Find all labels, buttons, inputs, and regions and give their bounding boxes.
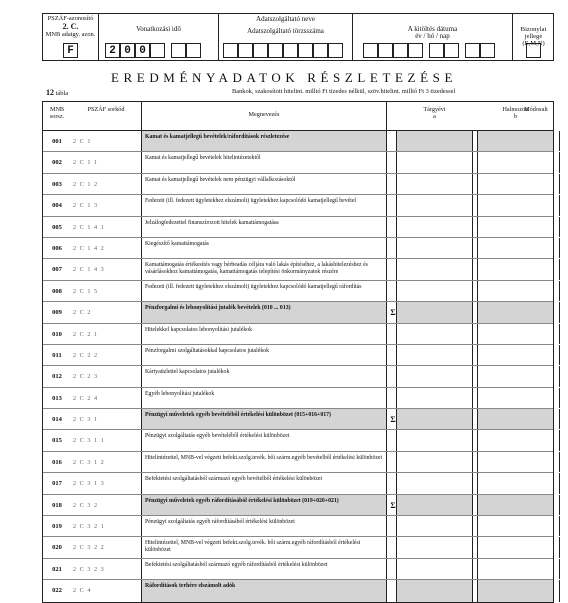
adatszolgaltato-neve: Adatszolgáltató neve xyxy=(256,15,315,23)
targyevi-value-cell[interactable] xyxy=(396,259,473,279)
col-pszaf: PSZÁF sorkód xyxy=(87,106,125,113)
row-number: 009 xyxy=(52,309,62,317)
form-code: 2. C. xyxy=(62,22,79,31)
table-row xyxy=(43,152,553,173)
halmozott-value-cell[interactable] xyxy=(477,195,554,215)
modosult-cell[interactable] xyxy=(559,495,568,515)
modosult-cell[interactable] xyxy=(559,388,568,408)
halmozott-value-cell[interactable] xyxy=(477,259,554,279)
date-box-1 xyxy=(363,43,378,58)
table-row xyxy=(43,580,553,601)
row-code: 2 C 3 2 2 xyxy=(73,544,105,552)
modosult-cell[interactable] xyxy=(559,409,568,429)
targyevi-value-cell[interactable] xyxy=(396,452,473,472)
table-row xyxy=(43,281,553,302)
table-row xyxy=(43,388,553,409)
box-200-6 xyxy=(186,43,201,58)
torzsszam-box-1 xyxy=(223,43,238,58)
halmozott-value-cell[interactable] xyxy=(477,473,554,493)
torzsszam-box-3 xyxy=(253,43,268,58)
modosult-cell[interactable] xyxy=(559,366,568,386)
row-code: 2 C 1 3 xyxy=(73,202,99,210)
targyevi-value-cell[interactable] xyxy=(396,281,473,301)
torzsszam-box-6 xyxy=(298,43,313,58)
modosult-cell[interactable] xyxy=(559,259,568,279)
kitoltes-cell xyxy=(353,14,513,60)
targyevi-value-cell[interactable] xyxy=(396,195,473,215)
row-number: 018 xyxy=(52,501,62,509)
adatszolgaltato-cell xyxy=(219,14,353,60)
row-code: 2 C 3 1 2 xyxy=(73,458,105,466)
halmozott-value-cell[interactable] xyxy=(477,559,554,579)
targyevi-value-cell[interactable] xyxy=(396,131,473,151)
modosult-cell[interactable] xyxy=(559,152,568,172)
row-code: 2 C 2 xyxy=(73,309,92,317)
row-description: Befektetési szolgáltatásból származó egyéb bevételből értékelési különbözet xyxy=(141,473,387,493)
targyevi-value-cell[interactable] xyxy=(396,495,473,515)
halmozott-value-cell[interactable] xyxy=(477,302,554,322)
kitoltes-format: év / hó / nap xyxy=(415,32,450,40)
row-number: 008 xyxy=(52,287,62,295)
bizonylat-box xyxy=(526,43,541,58)
torzsszam-box-7 xyxy=(313,43,328,58)
targyevi-value-cell[interactable] xyxy=(396,537,473,557)
table-id xyxy=(46,88,68,97)
date-box-5 xyxy=(429,43,444,58)
row-number: 002 xyxy=(52,159,62,167)
halmozott-value-cell[interactable] xyxy=(477,217,554,237)
row-code: 2 C 2 1 xyxy=(73,330,99,338)
date-box-7 xyxy=(465,43,480,58)
halmozott-value-cell[interactable] xyxy=(477,430,554,450)
unit-note: Bankok, szakosított hitelint. millió Ft tizedes nélkül, szöv.hitelint. millió Ft 3 tizedessel xyxy=(232,88,456,95)
table-row xyxy=(43,366,553,387)
pszaf-cell xyxy=(43,14,99,60)
row-code: 2 C 3 2 3 xyxy=(73,565,105,573)
row-code: 2 C 1 xyxy=(73,138,92,145)
targyevi-value-cell[interactable] xyxy=(396,238,473,258)
row-description: Pénzügyi szolgáltatás egyéb ráfordításából értékelési különbözet xyxy=(141,516,387,536)
mnb-label: MNB adatgy. azon. xyxy=(45,31,96,38)
row-description: Pénzforgalmi és lebonyolítási jutalék bevételek (010 ... 013) xyxy=(141,302,387,322)
row-number: 010 xyxy=(52,330,62,338)
row-code: 2 C 3 2 xyxy=(73,501,99,509)
halmozott-value-cell[interactable] xyxy=(477,452,554,472)
table-row xyxy=(43,131,553,152)
halmozott-value-cell[interactable] xyxy=(477,366,554,386)
row-description: Pénzügyi műveletek egyéb ráfordításából értékelési különbözet (019+020+021) xyxy=(141,495,387,515)
modosult-cell[interactable] xyxy=(559,281,568,301)
box-200-2: 0 xyxy=(120,43,135,58)
table-row xyxy=(43,302,553,323)
row-description: Kamat és kamatjellegű bevételek nem pénzügyi vállalkozásoktól xyxy=(141,174,387,194)
row-number: 006 xyxy=(52,244,62,252)
row-number: 014 xyxy=(52,416,62,424)
col-mnb: MNB sorsz. xyxy=(49,106,65,120)
row-code: 2 C 1 4 1 xyxy=(73,223,105,231)
row-number: 016 xyxy=(52,458,62,466)
table-word: tábla xyxy=(55,90,69,97)
halmozott-value-cell[interactable] xyxy=(477,238,554,258)
halmozott-value-cell[interactable] xyxy=(477,495,554,515)
date-box-3 xyxy=(393,43,408,58)
row-code: 2 C 2 2 xyxy=(73,351,99,359)
targyevi-value-cell[interactable] xyxy=(396,388,473,408)
row-number: 022 xyxy=(52,587,62,595)
table-row xyxy=(43,473,553,494)
table-row xyxy=(43,238,553,259)
row-description: Kártyaüzlettel kapcsolatos jutalékok xyxy=(141,366,387,386)
table-row xyxy=(43,345,553,366)
torzsszam-box-4 xyxy=(268,43,283,58)
targyevi-value-cell[interactable] xyxy=(396,302,473,322)
form-header xyxy=(42,13,554,61)
targyevi-value-cell[interactable] xyxy=(396,409,473,429)
col-megnevezes: Megnevezés xyxy=(141,102,387,130)
table-body xyxy=(43,131,553,602)
row-code: 2 C 1 5 xyxy=(73,287,99,295)
row-number: 004 xyxy=(52,202,62,210)
date-box-6 xyxy=(444,43,459,58)
sigma-sign: Σ xyxy=(390,308,396,318)
column-header-row xyxy=(43,102,553,131)
row-code: 2 C 1 2 xyxy=(73,180,99,188)
modosult-cell[interactable] xyxy=(559,174,568,194)
row-number: 005 xyxy=(52,223,62,231)
modosult-cell[interactable] xyxy=(559,217,568,237)
bizonylat-label: Bizonylat jellege (E,M,N) xyxy=(520,26,547,47)
row-number: 013 xyxy=(52,394,62,402)
row-number: 011 xyxy=(52,351,62,359)
box-200-1: 2 xyxy=(105,43,120,58)
table-row xyxy=(43,259,553,280)
row-code: 2 C 3 2 1 xyxy=(73,523,105,531)
table-row xyxy=(43,430,553,451)
targyevi-value-cell[interactable] xyxy=(396,473,473,493)
targyevi-value-cell[interactable] xyxy=(396,366,473,386)
date-box-2 xyxy=(378,43,393,58)
targyevi-value-cell[interactable] xyxy=(396,152,473,172)
halmozott-value-cell[interactable] xyxy=(477,409,554,429)
sigma-sign: Σ xyxy=(390,500,396,510)
date-box-8 xyxy=(480,43,495,58)
modosult-cell[interactable] xyxy=(559,324,568,344)
row-description: Pénzforgalmi szolgáltatásokkal kapcsolatos jutalékok xyxy=(141,345,387,365)
modosult-cell[interactable] xyxy=(559,452,568,472)
row-description: Jelzálogfedezettel finanszírozott hitelek kamattámogatása xyxy=(141,217,387,237)
halmozott-value-cell[interactable] xyxy=(477,131,554,151)
row-code: 2 C 3 1 1 xyxy=(73,437,105,445)
row-number: 020 xyxy=(52,544,62,552)
row-number: 001 xyxy=(52,138,62,145)
row-description: Hitelintézettel, MNB-vel végzett befekt.szolg.tevék. bői szárm.egyéb bevételből értékelési különbözet xyxy=(141,452,387,472)
row-description: Fedezeti (ill. fedezett ügyletekhez elszámolt) ügyletekhez kapcsolódó kamatjellegű ráfordítás xyxy=(141,281,387,301)
targyevi-value-cell[interactable] xyxy=(396,345,473,365)
col-targyevi-label: Tárgyévi xyxy=(423,106,446,113)
table-row xyxy=(43,495,553,516)
row-description: Egyéb lebonyolítási jutalékok xyxy=(141,388,387,408)
targyevi-value-cell[interactable] xyxy=(396,430,473,450)
table-row xyxy=(43,409,553,430)
data-table xyxy=(42,101,554,603)
halmozott-value-cell[interactable] xyxy=(477,388,554,408)
halmozott-value-cell[interactable] xyxy=(477,152,554,172)
torzsszam-box-2 xyxy=(238,43,253,58)
row-number: 003 xyxy=(52,180,62,188)
row-description: Kamattámogatás értékesítés vagy bérbeadás céljára való lakás építéséhez, a lakáshitelezéshez és vásárlásokhoz kamattámogatás, kamattámogatás telepítési önkormányzatok részére xyxy=(141,259,387,279)
pszaf-label: PSZÁF-azonosító xyxy=(47,15,94,22)
targyevi-value-cell[interactable] xyxy=(396,174,473,194)
torzsszam-box-8 xyxy=(328,43,343,58)
vonatkozasi-label: Vonatkozási idő xyxy=(136,25,181,33)
modosult-cell[interactable] xyxy=(559,580,568,601)
row-code: 2 C 3 1 3 xyxy=(73,480,105,488)
row-code: 2 C 1 1 xyxy=(73,159,99,167)
row-description: Hitelintézettel, MNB-vel végzett befekt.szolg.tevék. bői szárm.egyéb ráfordításból értékelési különbözet xyxy=(141,537,387,557)
box-200-3: 0 xyxy=(135,43,150,58)
row-number: 021 xyxy=(52,565,62,573)
page-title: EREDMÉNYADATOK RÉSZLETEZÉSE xyxy=(110,70,458,85)
modosult-cell[interactable] xyxy=(559,559,568,579)
modosult-cell[interactable] xyxy=(559,516,568,536)
row-number: 007 xyxy=(52,266,62,274)
row-code: 2 C 4 xyxy=(73,587,92,595)
row-description: Pénzügyi szolgáltatás egyéb bevételéből értékelési különbözet xyxy=(141,430,387,450)
table-row xyxy=(43,452,553,473)
box-200-5 xyxy=(171,43,186,58)
kitoltes-label: A kitöltés dátuma xyxy=(407,25,458,33)
halmozott-value-cell[interactable] xyxy=(477,580,554,601)
row-number: 012 xyxy=(52,373,62,381)
row-code: 2 C 3 1 xyxy=(73,416,99,424)
targyevi-value-cell[interactable] xyxy=(396,516,473,536)
modosult-cell[interactable] xyxy=(559,430,568,450)
row-description: Befektetési szolgáltatásból származó egyéb ráfordításból értékelési különbözet xyxy=(141,559,387,579)
halmozott-value-cell[interactable] xyxy=(477,516,554,536)
box-200-4 xyxy=(150,43,165,58)
col-halmozott-label: Halmozott xyxy=(502,106,529,113)
table-number: 12 xyxy=(46,88,54,97)
halmozott-value-cell[interactable] xyxy=(477,537,554,557)
table-row xyxy=(43,537,553,558)
targyevi-value-cell[interactable] xyxy=(396,559,473,579)
row-description: Pénzügyi műveletek egyéb bevételéből értékelési különbözet (015+016+017) xyxy=(141,409,387,429)
table-row xyxy=(43,217,553,238)
row-number: 015 xyxy=(52,437,62,445)
sigma-sign: Σ xyxy=(390,415,396,425)
box-f: F xyxy=(63,43,78,58)
date-box-4 xyxy=(408,43,423,58)
row-description: Fedezeti (ill. fedezett ügyletekhez elszámolt) ügyletekhez kapcsolódó kamatjellegű bevétel xyxy=(141,195,387,215)
table-row xyxy=(43,195,553,216)
modosult-cell[interactable] xyxy=(559,195,568,215)
col-b-label: b xyxy=(513,113,518,120)
row-description: Kiegészítő kamattámogatás xyxy=(141,238,387,258)
row-code: 2 C 1 4 2 xyxy=(73,244,105,252)
row-description: Ráfordítások terhére elszámolt adók xyxy=(141,580,387,601)
modosult-cell[interactable] xyxy=(559,238,568,258)
modosult-cell[interactable] xyxy=(559,302,568,322)
halmozott-value-cell[interactable] xyxy=(477,281,554,301)
col-a-label: a xyxy=(433,113,436,120)
halmozott-value-cell[interactable] xyxy=(477,174,554,194)
targyevi-value-cell[interactable] xyxy=(396,217,473,237)
halmozott-value-cell[interactable] xyxy=(477,324,554,344)
row-code: 2 C 2 3 xyxy=(73,373,99,381)
modosult-cell[interactable] xyxy=(559,131,568,151)
row-description: Kamat és kamatjellegű bevételek/ráfordítások részletezése xyxy=(141,131,387,151)
modosult-cell[interactable] xyxy=(559,345,568,365)
table-row xyxy=(43,516,553,537)
row-code: 2 C 1 4 3 xyxy=(73,266,105,274)
adatszolgaltato-torzsszama: Adatszolgáltató törzsszáma xyxy=(247,27,324,35)
modosult-cell[interactable] xyxy=(559,537,568,557)
row-code: 2 C 2 4 xyxy=(73,394,99,402)
torzsszam-box-5 xyxy=(283,43,298,58)
col-modosult-label: Módosult xyxy=(524,106,548,113)
row-description: Kamat és kamatjellegű bevételek hitelintézetektől xyxy=(141,152,387,172)
table-row xyxy=(43,559,553,580)
row-number: 017 xyxy=(52,480,62,488)
targyevi-value-cell[interactable] xyxy=(396,580,473,601)
modosult-cell[interactable] xyxy=(559,473,568,493)
bizonylat-cell xyxy=(513,14,554,60)
table-row xyxy=(43,324,553,345)
col-targyevi xyxy=(396,102,473,130)
halmozott-value-cell[interactable] xyxy=(477,345,554,365)
targyevi-value-cell[interactable] xyxy=(396,324,473,344)
row-description: Hitelekkel kapcsolatos lebonyolítási jutalékok xyxy=(141,324,387,344)
vonatkozasi-cell xyxy=(99,14,219,60)
row-number: 019 xyxy=(52,523,62,531)
table-row xyxy=(43,174,553,195)
